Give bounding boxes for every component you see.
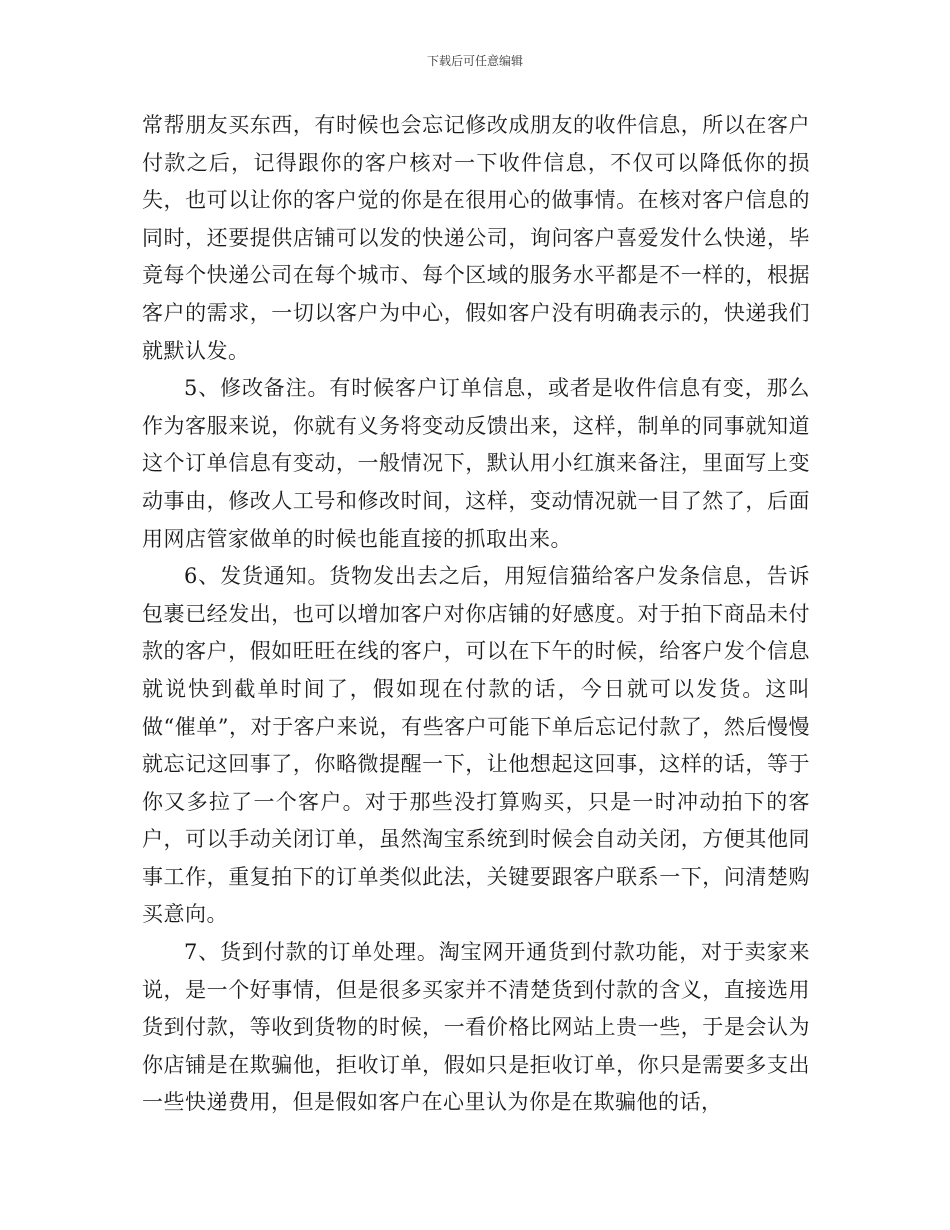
paragraph-continuation: 常帮朋友买东西，有时候也会忘记修改成朋友的收件信息，所以在客户付款之后，记得跟你的客户核对一下收件信息，不仅可以降低你的损失，也可以让你的客户觉的你是在很用心的做事情。在核对客户信息的同时，还要提供店铺可以发的快递公司，询问客户喜爱发什么快递，毕竟每个快递公司在每个城市、每个区域的服务水平都是不一样的，根据客户的需求，一切以客户为中心，假如客户没有明确表示的，快递我们就默认发。 <box>142 113 810 363</box>
paragraph-item-5: 5、修改备注。有时候客户订单信息，或者是收件信息有变，那么作为客服来说，你就有义务将变动反馈出来，这样，制单的同事就知道这个订单信息有变动，一般情况下，默认用小红旗来备注，里面写上变动事由，修改人工号和修改时间，这样，变动情况就一目了然了，后面用网店管家做单的时候也能直接的抓取出来。 <box>142 376 810 551</box>
document-body <box>142 107 810 1122</box>
paragraph-item-7: 7、货到付款的订单处理。淘宝网开通货到付款功能，对于卖家来说，是一个好事情，但是很多买家并不清楚货到付款的含义，直接选用货到付款，等收到货物的时候，一看价格比网站上贵一些，于是会认为你店铺是在欺骗他，拒收订单，假如只是拒收订单，你只是需要多支出一些快递费用，但是假如客户在心里认为你是在欺骗他的话， <box>142 940 810 1115</box>
paragraph-item-6: 6、发货通知。货物发出去之后，用短信猫给客户发条信息，告诉包裹已经发出，也可以增加客户对你店铺的好感度。对于拍下商品未付款的客户，假如旺旺在线的客户，可以在下午的时候，给客户发个信息就说快到截单时间了，假如现在付款的话，今日就可以发货。这叫做“催单”，对于客户来说，有些客户可能下单后忘记付款了，然后慢慢就忘记这回事了，你略微提醒一下，让他想起这回事，这样的话，等于你又多拉了一个客户。对于那些没打算购买，只是一时冲动拍下的客户，可以手动关闭订单，虽然淘宝系统到时候会自动关闭，方便其他同事工作，重复拍下的订单类似此法，关键要跟客户联系一下，问清楚购买意向。 <box>142 564 810 927</box>
page-header: 下载后可任意编辑 <box>426 54 523 68</box>
